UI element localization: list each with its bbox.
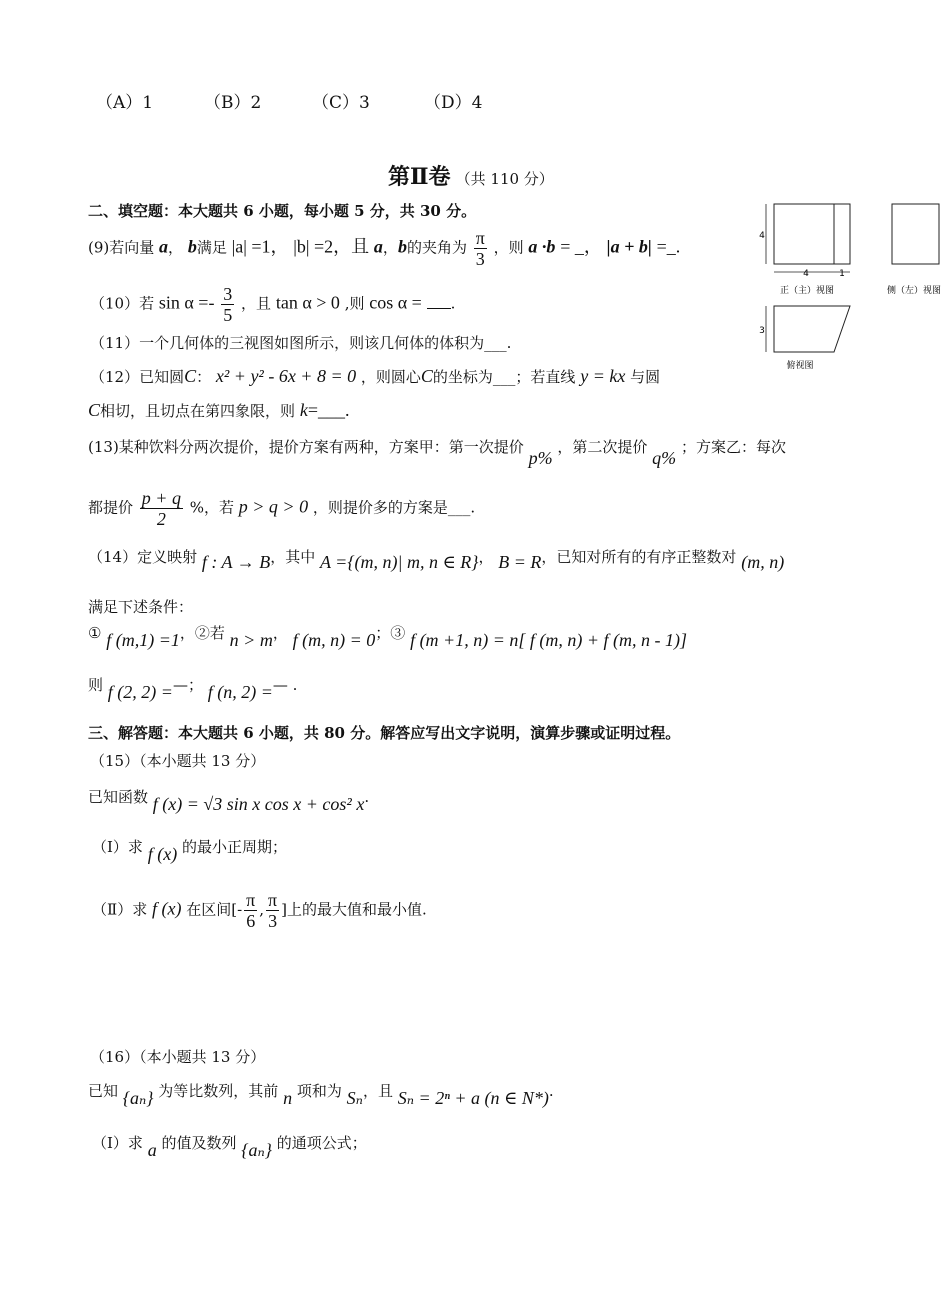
- q16-n: n: [283, 1088, 293, 1108]
- q14-sep: ，: [478, 548, 494, 566]
- q14-c3-math: f (m +1, n) = n[ f (m, n) + f (m, n - 1)]: [410, 630, 687, 650]
- question-9: [88, 228, 680, 269]
- q9-num: (9): [88, 238, 110, 257]
- q15-part2: （Ⅱ）求 f (x) 在区间[- $\frac{\pi}{6}$ , $\frac{\pi}{3}$ ]上的最大值和最小值.: [92, 890, 427, 931]
- q13-fraction: $\frac{p + q}{2}$: [141, 488, 181, 529]
- q15-function: f (x) = √3 sin x cos x + cos² x: [152, 794, 365, 814]
- q16-p1-label: （Ⅰ）求: [92, 1134, 143, 1152]
- question-14-line2: 满足下述条件：: [88, 598, 194, 616]
- q12-num: （12）已知圆: [90, 368, 185, 386]
- q15-p2-label: （Ⅱ）求: [92, 900, 148, 919]
- q10-num: （10）若: [90, 294, 155, 313]
- option-a: （A）1: [96, 93, 154, 113]
- q15-p2-text2: 上的最大值和最小值.: [287, 900, 427, 919]
- q13-pct: %，若: [189, 498, 234, 517]
- q16-part1: [92, 1132, 367, 1160]
- q9-blank1: = _，: [560, 236, 602, 257]
- q16-text3: 项和为: [296, 1082, 342, 1100]
- q15-part1: [92, 836, 287, 864]
- q9-abs-ab: |a + b|: [606, 236, 652, 257]
- q15-p2-f: f (x): [151, 898, 182, 919]
- q14-c2: ，②若: [179, 624, 225, 642]
- q16-text4: ，且: [362, 1082, 393, 1100]
- q13-cond: p > q > 0: [238, 496, 309, 517]
- question-13-line2: [88, 488, 475, 529]
- q10-end: .: [450, 294, 456, 313]
- q14-pair: (m, n): [741, 552, 785, 572]
- q14-text3: ，已知对所有的有序正整数对: [541, 548, 737, 566]
- q14-map: f : A → B: [201, 552, 271, 572]
- q9-fraction: $\frac{\pi}{3}$: [475, 228, 485, 269]
- q9-text3: 的夹角为: [406, 238, 467, 257]
- q12-C3: C: [88, 400, 101, 420]
- solve-header: 三、解答题：本大题共 6 小题，共 80 分。解答应写出文字说明，演算步骤或证明过程。: [88, 724, 681, 742]
- q15-frac-pi6: $\frac{\pi}{6}$: [246, 890, 256, 931]
- q12-text2: 的坐标为___；若直线: [432, 368, 576, 386]
- q14-c1: ①: [88, 624, 102, 642]
- option-d: （D）4: [424, 93, 483, 113]
- q12-colon: ：: [196, 368, 212, 386]
- q12-equation: x² + y² - 6x + 8 = 0: [215, 366, 357, 386]
- q14-setB: B = R: [498, 552, 542, 572]
- front-view-rect: [774, 204, 850, 264]
- question-13-line1: [88, 436, 786, 468]
- q9-abs-a: |a| =1，: [231, 236, 289, 257]
- q14-text1: （14）定义映射: [88, 548, 198, 566]
- q16-an: {aₙ}: [122, 1088, 154, 1108]
- dim-height-label: 4: [759, 231, 765, 241]
- q12-C: C: [184, 366, 197, 386]
- q12-line: y = kx: [580, 366, 626, 386]
- q13-p: p%: [528, 448, 553, 468]
- q15-frac-pi3: $\frac{\pi}{3}$: [268, 890, 278, 931]
- q12-text: ，则圆心: [360, 368, 421, 386]
- q12-C2: C: [420, 366, 433, 386]
- q14-text2: ，其中: [270, 548, 316, 566]
- q12-text4: 相切，且切点在第四象限，则: [100, 402, 296, 420]
- q9-dot: a ·b: [528, 236, 556, 257]
- q9-text4: ，则: [493, 238, 524, 257]
- q10-sin: sin α =-: [158, 292, 215, 313]
- q16-formula: Sₙ = 2ⁿ + a (n ∈ N*): [397, 1088, 549, 1108]
- q15-p2-text: 在区间[-: [186, 900, 243, 919]
- q9-vec-b2: b: [397, 236, 407, 257]
- question-14-line4: [88, 674, 298, 702]
- q16-given: [88, 1080, 554, 1108]
- q15-p1-text: 的最小正周期；: [181, 838, 287, 856]
- q13-text1: (13)某种饮料分两次提价，提价方案有两种，方案甲：第一次提价: [88, 438, 524, 456]
- q14-semi: —；: [172, 676, 203, 694]
- q15-given-text: 已知函数: [88, 788, 149, 806]
- q13-text4: 都提价: [88, 498, 134, 517]
- q13-text3: ；方案乙：每次: [680, 438, 786, 456]
- q13-q: q%: [652, 448, 677, 468]
- q14-then: 则: [88, 676, 104, 694]
- q9-abs-b: |b| =2，且: [293, 236, 370, 257]
- q14-setA: A ={(m, n)| m, n ∈ R}: [320, 552, 479, 572]
- top-view-shape: [774, 306, 850, 352]
- q16-text1: 已知: [88, 1082, 119, 1100]
- top-view-label: 俯视图: [786, 361, 814, 371]
- q16-title: （16）（本小题共 13 分）: [90, 1048, 266, 1066]
- side-view-rect: [892, 204, 939, 264]
- q10-cos: cos α =: [369, 292, 422, 313]
- option-c: （C）3: [312, 93, 370, 113]
- q16-a: a: [147, 1140, 157, 1160]
- q10-tan: tan α > 0: [275, 292, 340, 313]
- q16-p1-text: 的值及数列: [161, 1134, 237, 1152]
- q14-c2-sep: ，: [272, 624, 288, 642]
- q12-text3: 与圆: [630, 368, 661, 386]
- q10-text2: ,则: [344, 294, 365, 313]
- q16-dot: .: [548, 1082, 554, 1100]
- q12-end: =___.: [307, 400, 350, 420]
- q14-c3: ；③: [375, 624, 406, 642]
- three-view-figure: [752, 196, 947, 376]
- q9-vec-b: b: [187, 236, 197, 257]
- q13-text5: ，则提价多的方案是___.: [312, 498, 476, 517]
- dim-depth-label: 3: [759, 326, 765, 336]
- q13-text2: ，第二次提价: [557, 438, 648, 456]
- q10-text: ，且: [241, 294, 272, 313]
- q14-r2: f (n, 2) =: [207, 682, 273, 702]
- q15-title: （15）（本小题共 13 分）: [90, 752, 266, 770]
- question-10: [90, 284, 455, 325]
- section-title-score: （共 110 分）: [455, 170, 554, 188]
- q9-text: 若向量: [109, 238, 155, 257]
- question-14-line1: [88, 546, 785, 572]
- q9-vec-a2: a: [373, 236, 383, 257]
- q15-dot: .: [364, 788, 370, 806]
- q9-vec-a: a: [159, 236, 169, 257]
- q16-an2: {aₙ}: [241, 1140, 272, 1160]
- question-11: （11）一个几何体的三视图如图所示，则该几何体的体积为___.: [90, 334, 512, 352]
- q9-blank2: =_.: [656, 236, 681, 257]
- q16-Sn: Sₙ: [346, 1088, 363, 1108]
- question-12-line1: [90, 366, 660, 387]
- q10-fraction: $\frac{3}{5}$: [223, 284, 233, 325]
- section-title-main: 第Ⅱ卷: [388, 164, 451, 190]
- q14-c2-math2: f (m, n) = 0: [292, 630, 376, 650]
- q14-r2end: — .: [272, 676, 298, 694]
- q9-comma2: ，: [382, 238, 398, 257]
- dim-one-label: 1: [839, 269, 845, 279]
- q14-r1: f (2, 2) =: [107, 682, 173, 702]
- q10-blank: [427, 294, 451, 309]
- fill-header: 二、填空题：本大题共 6 小题，每小题 5 分，共 30 分。: [88, 202, 477, 220]
- q9-text2: 满足: [196, 238, 227, 257]
- option-b: （B）2: [204, 93, 262, 113]
- section-title: [388, 160, 554, 191]
- q15-p1-f: f (x): [147, 844, 178, 864]
- q15-given: [88, 786, 370, 814]
- q9-comma: ，: [168, 238, 184, 257]
- q14-c1-math: f (m,1) =1: [106, 630, 180, 650]
- question-14-line3: [88, 622, 687, 650]
- q15-p1-label: （Ⅰ）求: [92, 838, 143, 856]
- side-view-label: 侧（左）视图: [886, 286, 942, 296]
- dim-width-label: 4: [803, 269, 809, 279]
- q14-c2-math: n > m: [229, 630, 273, 650]
- q16-text2: 为等比数列，其前: [158, 1082, 279, 1100]
- front-view-label: 正（主）视图: [779, 286, 835, 296]
- q12-k: k: [299, 400, 308, 420]
- q16-p1-text2: 的通项公式；: [276, 1134, 367, 1152]
- question-12-line2: [88, 400, 349, 421]
